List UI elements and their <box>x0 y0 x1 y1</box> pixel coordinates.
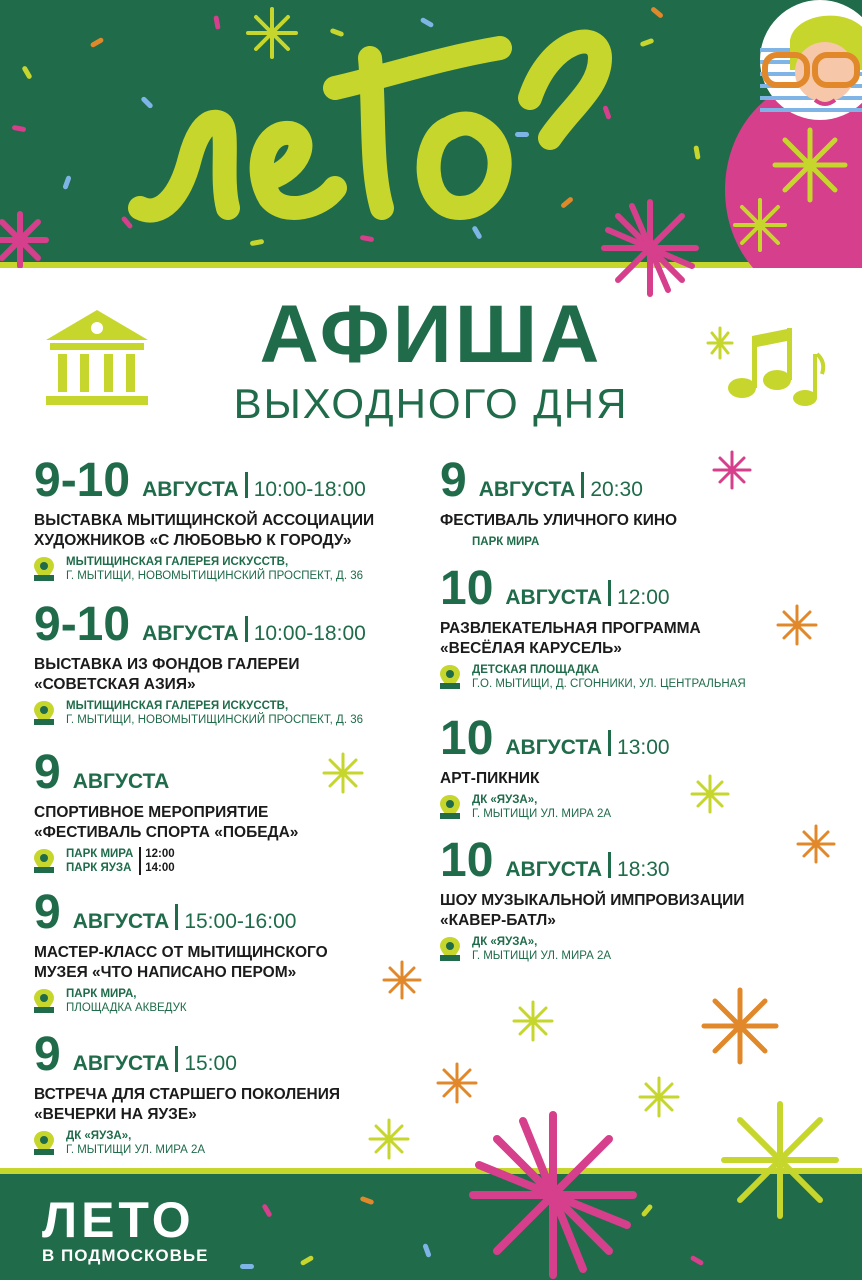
event-time: 20:30 <box>590 478 643 501</box>
event-title <box>440 511 840 531</box>
event-date: 9 <box>34 886 61 939</box>
place-address: Г.О. МЫТИЩИ, Д. СГОННИКИ, УЛ. ЦЕНТРАЛЬНАЯ <box>472 678 746 690</box>
sparkle-icon <box>436 1062 478 1104</box>
sparkle-icon <box>776 604 818 646</box>
sparkle-icon <box>700 986 780 1066</box>
event-title-line: ВСТРЕЧА ДЛЯ СТАРШЕГО ПОКОЛЕНИЯ <box>34 1086 341 1103</box>
event-time: 10:00-18:00 <box>253 478 366 501</box>
event-location <box>34 699 434 727</box>
confetti <box>422 1243 431 1258</box>
sparkle-icon <box>720 1100 840 1220</box>
event-time: 15:00 <box>184 1052 237 1075</box>
confetti <box>360 1196 375 1205</box>
date-separator <box>245 472 248 498</box>
location-pin-icon <box>440 795 460 819</box>
confetti <box>300 1255 315 1266</box>
date-separator <box>608 580 611 606</box>
event-card <box>440 713 840 835</box>
event-month: АВГУСТА <box>72 770 170 793</box>
event-date: 9-10 <box>34 598 131 651</box>
event-month: АВГУСТА <box>505 858 603 881</box>
poster-subtitle: ВЫХОДНОГО ДНЯ <box>233 380 629 427</box>
event-location <box>440 535 840 549</box>
event-time: 10:00-18:00 <box>253 622 366 645</box>
confetti <box>641 1204 654 1218</box>
leto-script-logo <box>120 18 620 248</box>
date-separator <box>175 904 178 930</box>
event-title-line: МУЗЕЯ «ЧТО НАПИСАНО ПЕРОМ» <box>34 964 297 981</box>
event-title-line: ВЫСТАВКА ИЗ ФОНДОВ ГАЛЕРЕИ <box>34 656 300 673</box>
event-title <box>34 511 434 551</box>
event-date: 9 <box>34 1028 61 1081</box>
place-address: Г. МЫТИЩИ УЛ. МИРА 2А <box>66 1144 206 1156</box>
sparkle-icon <box>638 1076 680 1118</box>
event-month: АВГУСТА <box>142 622 239 645</box>
date-separator <box>581 472 584 498</box>
sparkle-icon <box>796 824 836 864</box>
event-date: 10 <box>440 712 494 765</box>
place-address: ПЛОЩАДКА АКВЕДУК <box>66 1002 187 1014</box>
confetti <box>62 175 71 190</box>
event-title-line: «СОВЕТСКАЯ АЗИЯ» <box>34 676 196 693</box>
event-time: 18:30 <box>617 858 670 881</box>
confetti <box>240 1264 254 1269</box>
event-date: 10 <box>440 562 494 615</box>
place-name: ДЕТСКАЯ ПЛОЩАДКА <box>472 664 600 676</box>
event-month: АВГУСТА <box>72 1052 170 1075</box>
sparkle-icon <box>382 960 422 1000</box>
event-card <box>34 747 434 887</box>
location-pin-icon <box>440 665 460 689</box>
event-location <box>440 793 840 821</box>
location-pin-icon <box>34 701 54 725</box>
event-date: 9 <box>440 454 467 507</box>
event-title-line: РАЗВЛЕКАТЕЛЬНАЯ ПРОГРАММА <box>440 620 701 637</box>
event-title-line: ВЫСТАВКА МЫТИЩИНСКОЙ АССОЦИАЦИИ <box>34 512 375 529</box>
event-time: 14:00 <box>145 862 175 874</box>
sparkle-icon <box>712 450 752 490</box>
event-time: 15:00-16:00 <box>184 910 297 933</box>
location-pin-icon <box>34 1131 54 1155</box>
date-separator <box>608 730 611 756</box>
event-location <box>440 663 840 691</box>
place-name: ДК «ЯУЗА», <box>472 794 538 806</box>
event-title <box>34 943 434 983</box>
doll-illustration <box>720 0 862 268</box>
event-month: АВГУСТА <box>142 478 239 501</box>
event-title-line: МАСТЕР-КЛАСС ОТ МЫТИЩИНСКОГО <box>34 944 328 961</box>
location-pin-icon <box>34 989 54 1013</box>
event-title-line: АРТ-ПИКНИК <box>440 770 540 787</box>
event-date: 10 <box>440 834 494 887</box>
event-time: 12:00 <box>617 586 670 609</box>
location-pin-icon <box>440 937 460 961</box>
event-title <box>34 655 434 695</box>
event-location <box>440 935 840 963</box>
event-title <box>34 803 434 843</box>
event-title <box>440 891 840 931</box>
event-location <box>34 555 434 583</box>
event-card <box>440 455 840 563</box>
event-title-line: «ВЕСЁЛАЯ КАРУСЕЛЬ» <box>440 640 622 657</box>
event-location <box>34 847 434 875</box>
event-card <box>34 599 434 747</box>
event-title <box>440 769 840 789</box>
location-pin-icon <box>34 849 54 873</box>
confetti <box>690 1255 705 1266</box>
footer-logo-subtitle: В ПОДМОСКОВЬЕ <box>42 1246 209 1265</box>
confetti <box>261 1203 272 1218</box>
sparkle-icon <box>600 198 700 298</box>
event-card <box>440 835 840 965</box>
poster-heading <box>0 290 862 428</box>
event-title-line: «ВЕЧЕРКИ НА ЯУЗЕ» <box>34 1106 197 1123</box>
event-month: АВГУСТА <box>505 586 603 609</box>
poster-title: АФИША <box>259 289 603 380</box>
place-address: Г. МЫТИЩИ, НОВОМЫТИЩИНСКИЙ ПРОСПЕКТ, Д. 36 <box>66 570 363 582</box>
confetti <box>693 145 700 160</box>
event-month: АВГУСТА <box>478 478 576 501</box>
confetti <box>650 6 664 19</box>
place-name: ПАРК ЯУЗА <box>66 862 132 874</box>
event-month: АВГУСТА <box>505 736 603 759</box>
sparkle-icon <box>468 1110 638 1280</box>
event-month: АВГУСТА <box>72 910 170 933</box>
place-name: ПАРК МИРА <box>66 848 134 860</box>
place-name: МЫТИЩИНСКАЯ ГАЛЕРЕЯ ИСКУССТВ, <box>66 556 289 568</box>
date-separator <box>245 616 248 642</box>
event-time: 13:00 <box>617 736 670 759</box>
place-name: ДК «ЯУЗА», <box>66 1130 132 1142</box>
confetti <box>90 37 105 48</box>
date-separator <box>608 852 611 878</box>
footer-logo <box>42 1192 209 1266</box>
events-column-left <box>34 455 434 1159</box>
events-column-right <box>440 455 840 965</box>
confetti <box>12 125 27 132</box>
event-time: 12:00 <box>145 848 175 860</box>
place-address: Г. МЫТИЩИ УЛ. МИРА 2А <box>472 808 612 820</box>
place-name: ПАРК МИРА, <box>66 988 137 1000</box>
sparkle-icon <box>368 1118 410 1160</box>
footer-logo-title: ЛЕТО <box>42 1192 195 1248</box>
sparkle-icon <box>0 210 50 268</box>
sparkle-icon <box>512 1000 554 1042</box>
place-address: Г. МЫТИЩИ УЛ. МИРА 2А <box>472 950 612 962</box>
event-title-line: ХУДОЖНИКОВ «С ЛЮБОВЬЮ К ГОРОДУ» <box>34 532 352 549</box>
sparkle-icon <box>690 774 730 814</box>
date-separator <box>175 1046 178 1072</box>
place-name: ДК «ЯУЗА», <box>472 936 538 948</box>
event-card <box>34 887 434 1029</box>
location-pin-icon <box>34 557 54 581</box>
place-name: МЫТИЩИНСКАЯ ГАЛЕРЕЯ ИСКУССТВ, <box>66 700 289 712</box>
event-location <box>34 987 434 1015</box>
event-title-line: «ФЕСТИВАЛЬ СПОРТА «ПОБЕДА» <box>34 824 299 841</box>
confetti <box>21 65 32 80</box>
event-date: 9 <box>34 746 61 799</box>
event-title-line: ШОУ МУЗЫКАЛЬНОЙ ИМПРОВИЗАЦИИ <box>440 892 745 909</box>
place-name: ПАРК МИРА <box>472 536 540 548</box>
event-title-line: «КАВЕР-БАТЛ» <box>440 912 556 929</box>
event-title-line: ФЕСТИВАЛЬ УЛИЧНОГО КИНО <box>440 512 678 529</box>
header-banner <box>0 0 862 268</box>
event-card <box>34 455 434 599</box>
confetti <box>640 38 655 47</box>
place-address: Г. МЫТИЩИ, НОВОМЫТИЩИНСКИЙ ПРОСПЕКТ, Д. 36 <box>66 714 363 726</box>
event-title-line: СПОРТИВНОЕ МЕРОПРИЯТИЕ <box>34 804 269 821</box>
event-date: 9-10 <box>34 454 131 507</box>
sparkle-icon <box>322 752 364 794</box>
